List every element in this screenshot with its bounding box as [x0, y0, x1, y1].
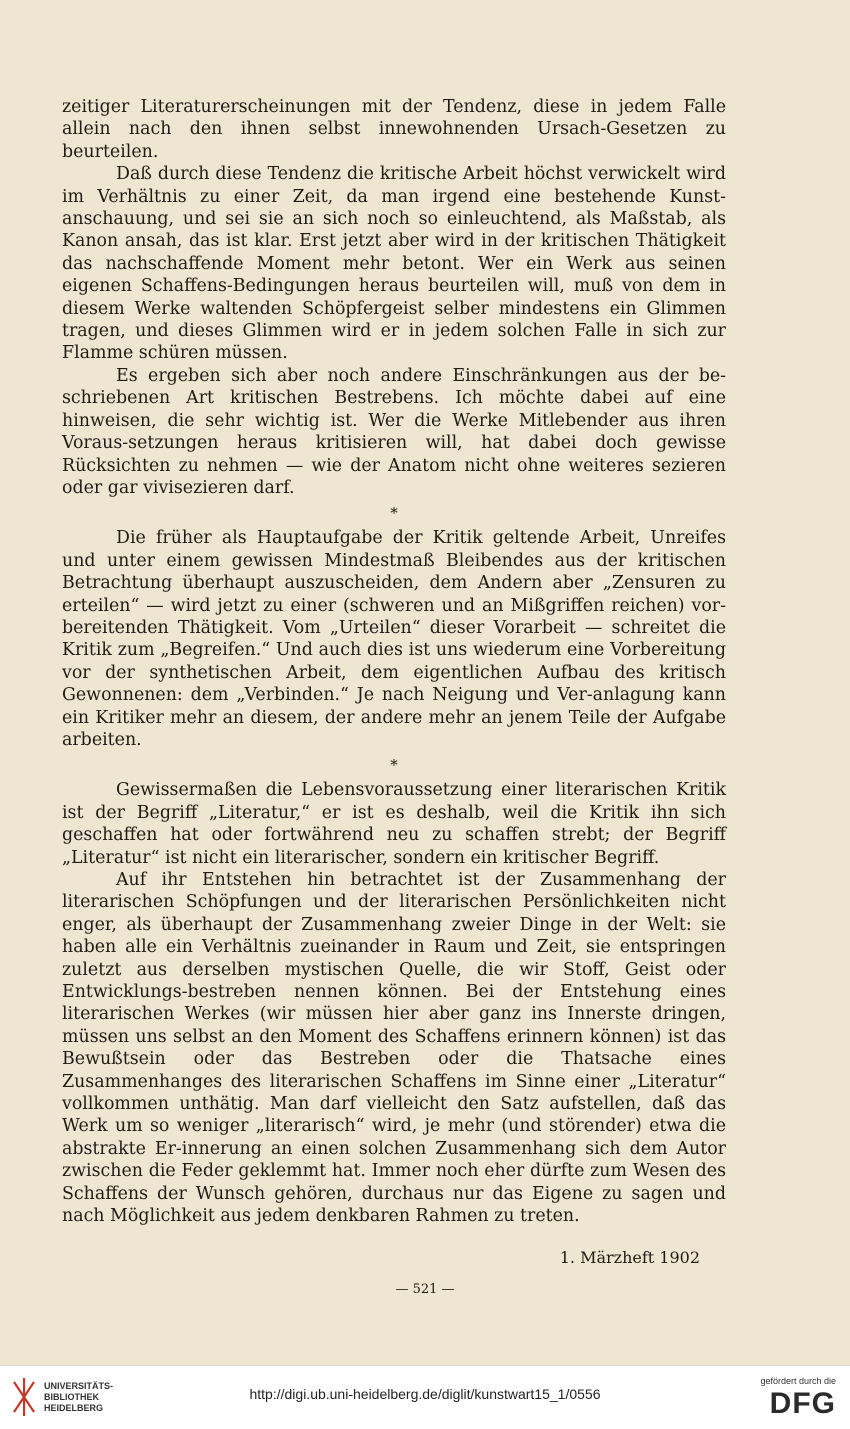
paragraph-3: Es ergeben sich aber noch andere Einschränkungen aus der be-schriebenen Art kritischen Bestrebens. Ich möchte dabei auf eine hinweisen, die sehr wichtig ist. Wer die Werke Mitlebender aus ihren Voraus-setzungen heraus kritisieren will, hat dabei doch gewisse Rücksichten zu nehmen — wie der Anatom nicht ohne weiteres sezieren oder gar vivisezieren darf. — [62, 365, 726, 498]
library-name: UNIVERSITÄTS- BIBLIOTHEK HEIDELBERG — [44, 1381, 114, 1413]
paragraph-6: Auf ihr Entstehen hin betrachtet ist der Zusammenhang der literarischen Schöpfungen und der literarischen Persönlichkeiten nicht enger, als überhaupt der Zusammenhang zweier Dinge in der Welt: sie haben alle ein Verhältnis zueinander in Raum und Zeit, sie entspringen zuletzt aus derselben mystischen Quelle, die wir Stoff, Geist oder Entwicklungs-bestreben nennen können. Bei der Entstehung eines literarischen Werkes (wir müssen hier aber ganz ins Innerste dringen, müssen uns selbst an den Moment des Schaffens erinnern können) ist das Bewußtsein oder das Bestreben oder die Thatsache eines Zusammenhanges des literarischen Schaffens im Sinne einer „Literatur“ vollkommen unthätig. Man darf vielleicht den Satz aufstellen, daß das Werk um so weniger „literarisch“ wird, je mehr (und störender) etwa die abstrakte Er-innerung an einen solchen Zusammenhang sich dem Autor zwischen die Feder geklemmt hat. Immer noch eher dürfte zum Wesen des Schaffens der Wunsch gehören, durchaus nur das Eigene zu sagen und nach Möglichkeit aus jedem denkbaren Rahmen zu treten. — [62, 870, 726, 1227]
paragraph-5: Gewissermaßen die Lebensvoraussetzung einer literarischen Kritik ist der Begriff „Literatur,“ er ist es deshalb, weil die Kritik ihn sich geschaffen hat oder fortwährend neu zu schaffen strebt; der Begriff „Literatur“ ist nicht ein literarischer, sondern ein kritischer Begriff. — [62, 780, 726, 868]
funded-by-label: gefördert durch die — [760, 1376, 836, 1386]
section-separator: * — [390, 756, 398, 775]
paragraph-2: Daß durch diese Tendenz die kritische Arbeit höchst verwickelt wird im Verhältnis zu einer Zeit, da man irgend eine bestehende Kunst-anschauung, und sei sie an sich noch so einleuchtend, als Maßstab, als Kanon ansah, das ist klar. Erst jetzt aber wird in der kritischen Thätigkeit das nachschaffende Moment mehr betont. Wer ein Werk aus seinen eigenen Schaffens-Bedingungen heraus beurteilen will, muß von dem in diesem Werke waltenden Schöpfergeist selber mindestens ein Glimmen tragen, und dieses Glimmen wird er in jedem solchen Falle in sich zur Flamme schüren müssen. — [62, 164, 726, 364]
source-url[interactable]: http://digi.ub.uni-heidelberg.de/diglit/kunstwart15_1/0556 — [249, 1386, 601, 1402]
section-separator: * — [390, 504, 398, 523]
dfg-logo: DFG — [769, 1387, 836, 1420]
page-number: — 521 — — [395, 1282, 455, 1297]
body-text — [62, 96, 726, 1228]
issue-signature: 1. Märzheft 1902 — [559, 1248, 700, 1267]
paragraph-4: Die früher als Hauptaufgabe der Kritik geltende Arbeit, Unreifes und unter einem gewissen Mindestmaß Bleibendes aus der kritischen Betrachtung überhaupt auszuscheiden, dem Andern aber „Zensuren zu erteilen“ — wird jetzt zu einer (schweren und an Mißgriffen reichen) vor-bereitenden Thätigkeit. Vom „Urteilen“ dieser Vorarbeit — schreitet die Kritik zum „Begreifen.“ Und auch dies ist uns wiederum eine Vorbereitung vor der synthetischen Arbeit, dem eigentlichen Aufbau des kritisch Gewonnenen: dem „Verbinden.“ Je nach Neigung und Ver-anlagung kann ein Kritiker mehr an diesem, der andere mehr an jenem Teile der Aufgabe arbeiten. — [62, 528, 726, 750]
footer-bar — [0, 1365, 850, 1429]
paragraph-1: zeitiger Literaturerscheinungen mit der Tendenz, diese in jedem Falle allein nach den ihnen selbst innewohnenden Ursach-Gesetzen zu beurteilen. — [62, 97, 726, 162]
